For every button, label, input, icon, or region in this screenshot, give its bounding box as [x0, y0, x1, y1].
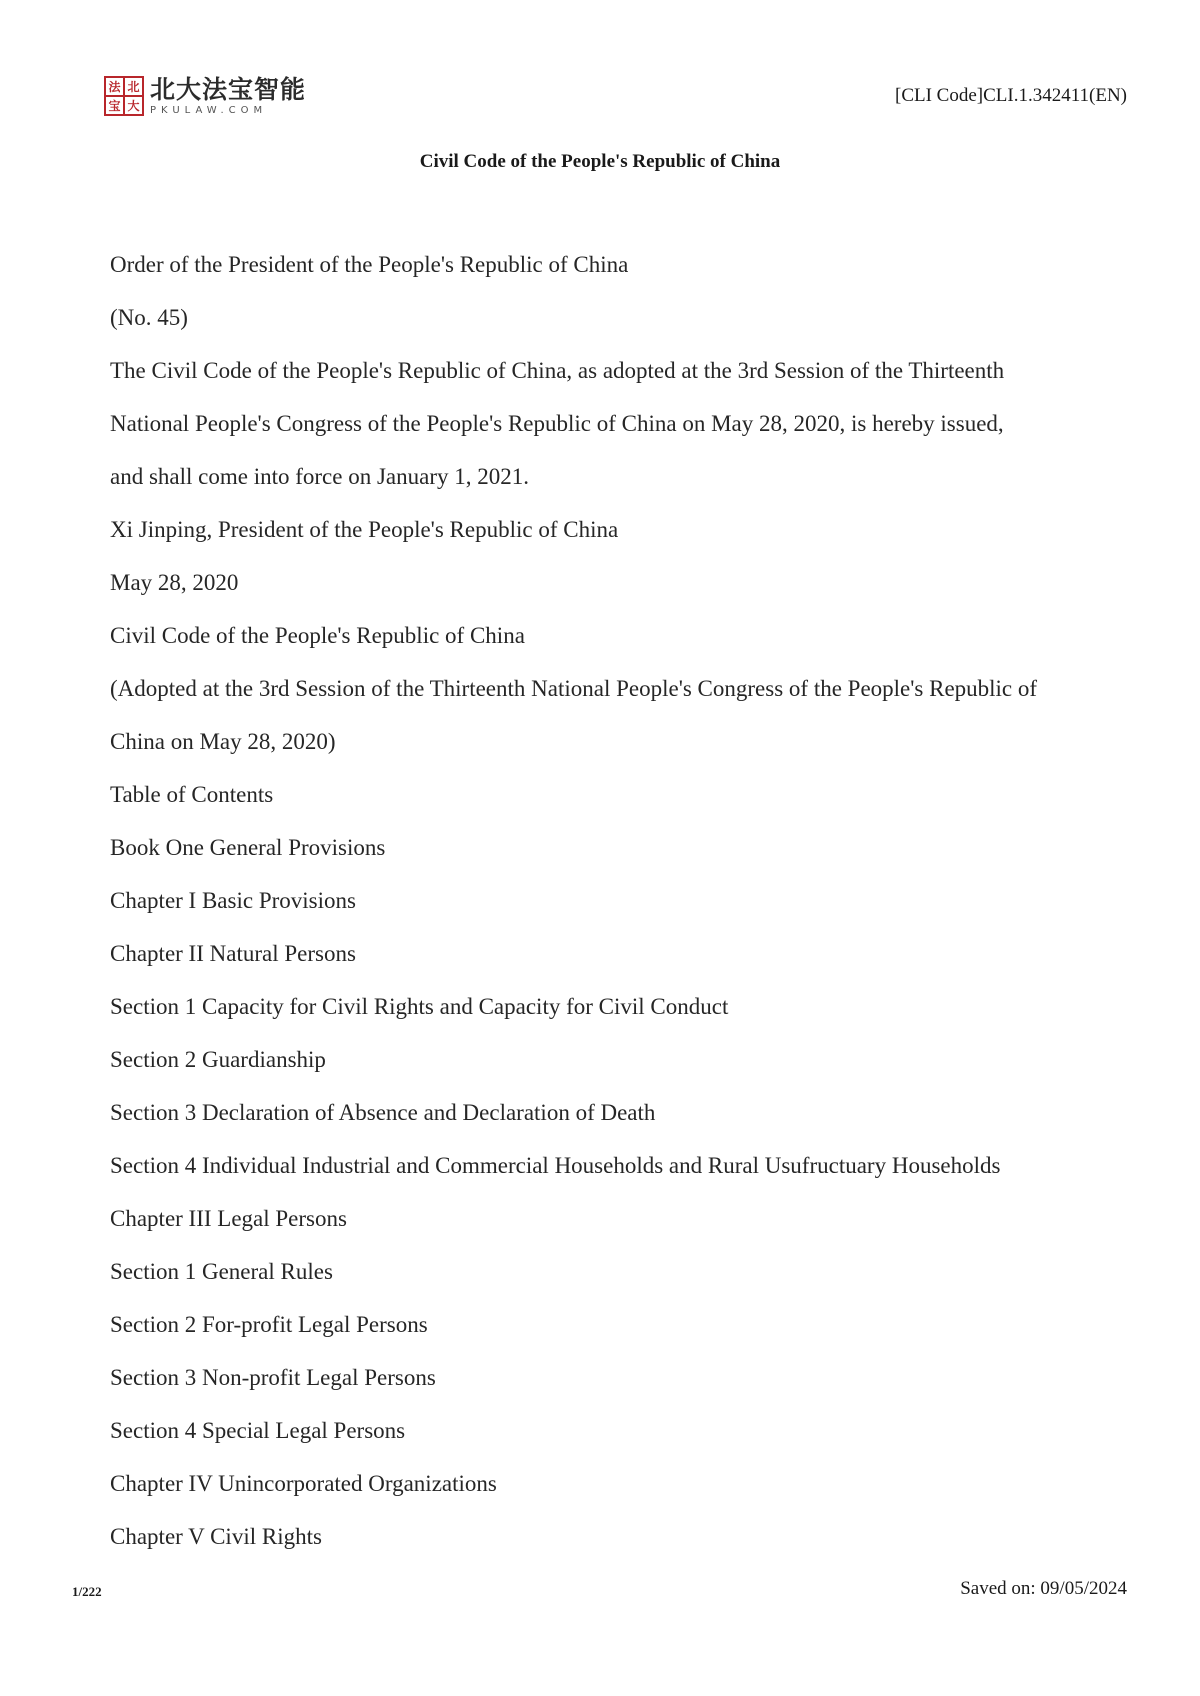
logo-seal [104, 76, 144, 116]
document-body [110, 250, 1110, 1575]
toc-item: Section 4 Special Legal Persons [110, 1418, 406, 1443]
toc-item: Section 1 General Rules [110, 1259, 333, 1284]
seal-char: 北 [125, 78, 142, 95]
toc-item: Chapter II Natural Persons [110, 941, 356, 966]
logo-wordmark [150, 76, 306, 117]
body-line: May 28, 2020 [110, 570, 239, 595]
body-line: (No. 45) [110, 305, 188, 330]
body-line: Order of the President of the People's Republic of China [110, 252, 629, 277]
toc-item: Section 1 Capacity for Civil Rights and Capacity for Civil Conduct [110, 994, 729, 1019]
toc-item: Chapter III Legal Persons [110, 1206, 347, 1231]
body-line: Xi Jinping, President of the People's Republic of China [110, 517, 619, 542]
seal-char: 大 [125, 97, 142, 114]
cli-code: [CLI Code]CLI.1.342411(EN) [895, 85, 1127, 106]
body-line: (Adopted at the 3rd Session of the Thirteenth National People's Congress of the People's Republic of [110, 676, 1038, 701]
body-line: The Civil Code of the People's Republic of China, as adopted at the 3rd Session of the Thirteenth [110, 358, 1005, 383]
document-title: Civil Code of the People's Republic of China [419, 151, 781, 172]
toc-item: Section 2 Guardianship [110, 1047, 326, 1072]
body-line: Civil Code of the People's Republic of China [110, 623, 525, 648]
toc-item: Chapter I Basic Provisions [110, 888, 356, 913]
body-line: and shall come into force on January 1, 2021. [110, 464, 529, 489]
toc-item: Section 3 Non-profit Legal Persons [110, 1365, 436, 1390]
seal-char: 宝 [106, 97, 123, 114]
toc-item: Section 4 Individual Industrial and Commercial Households and Rural Usufructuary Households [110, 1153, 1001, 1178]
toc-item: Section 2 For-profit Legal Persons [110, 1312, 428, 1337]
toc-item: Chapter V Civil Rights [110, 1524, 322, 1549]
page-number: 1/222 [72, 1584, 102, 1599]
pkulaw-logo [104, 76, 306, 120]
toc-heading: Table of Contents [110, 782, 274, 807]
logo-text-cn: 北大法宝智能 [150, 75, 307, 104]
logo-text-en: PKULAW.COM [150, 105, 268, 116]
toc-item: Chapter IV Unincorporated Organizations [110, 1471, 497, 1496]
seal-char: 法 [106, 78, 123, 95]
toc-item: Section 3 Declaration of Absence and Declaration of Death [110, 1100, 656, 1125]
saved-date: Saved on: 09/05/2024 [960, 1578, 1127, 1599]
body-line: China on May 28, 2020) [110, 729, 336, 754]
toc-item: Book One General Provisions [110, 835, 386, 860]
body-line: National People's Congress of the People's Republic of China on May 28, 2020, is hereby issued, [110, 411, 1004, 436]
